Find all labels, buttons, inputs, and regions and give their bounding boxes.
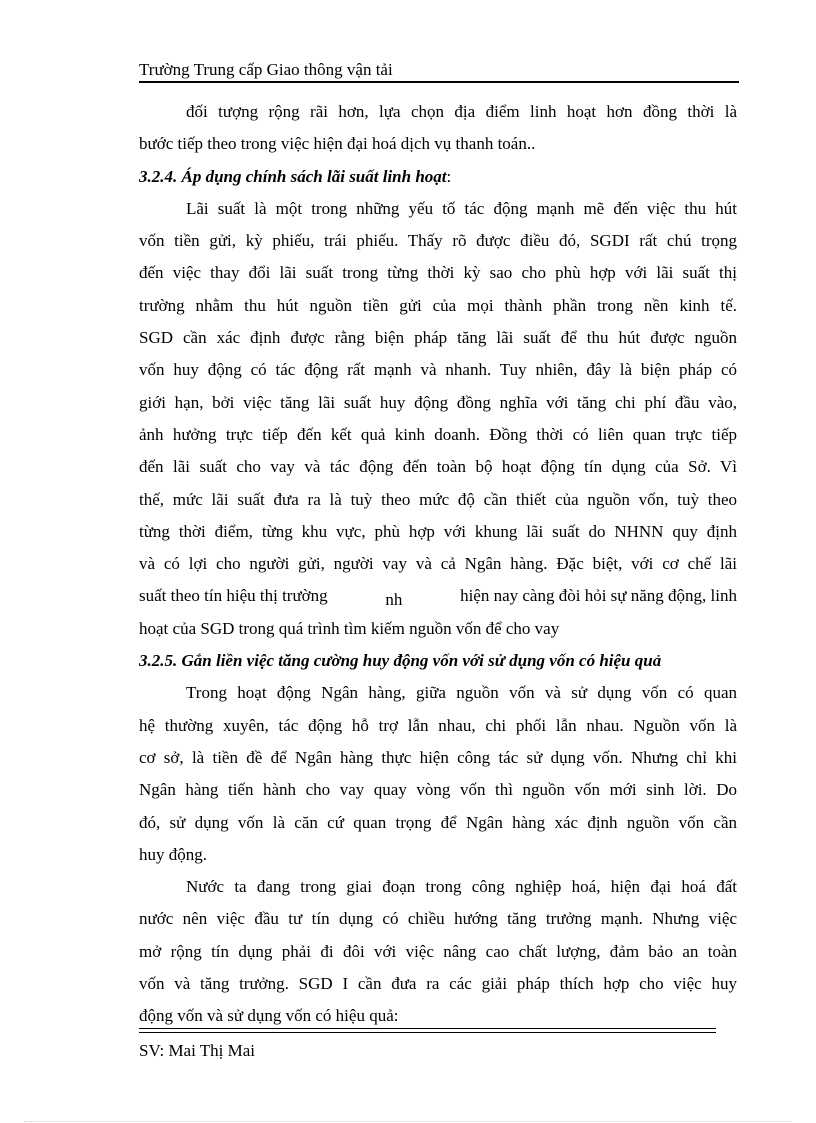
paragraph-line: và có lợi cho người gửi, người vay và cả Ngân hàng. Đặc biệt, với cơ chế lãi bbox=[139, 554, 737, 574]
paragraph-line: động vốn và sử dụng vốn có hiệu quả: bbox=[139, 1006, 399, 1026]
text-fragment: nh bbox=[385, 590, 403, 610]
paragraph-line: Nước ta đang trong giai đoạn trong công nghiệp hoá, hiện đại hoá đất bbox=[186, 877, 737, 897]
paragraph-line: đó, sử dụng vốn là căn cứ quan trọng để Ngân hàng xác định nguồn vốn cần bbox=[139, 812, 737, 832]
paragraph-line: vốn tiền gửi, kỳ phiếu, trái phiếu. Thấy rõ được điều đó, SGDI rất chú trọng bbox=[139, 231, 737, 251]
paragraph-line: vốn huy động có tác động rất mạnh và nhanh. Tuy nhiên, đây là biện pháp có bbox=[139, 360, 737, 380]
paragraph-line: bước tiếp theo trong việc hiện đại hoá dịch vụ thanh toán.. bbox=[139, 134, 536, 154]
footer-rule-double bbox=[139, 1032, 716, 1033]
paragraph-line: ảnh hưởng trực tiếp đến kết quả kinh doanh. Đồng thời có liên quan trực tiếp bbox=[139, 424, 737, 444]
section-heading-3-2-4 bbox=[139, 161, 737, 193]
paragraph-line: vốn và tăng trưởng. SGD I cần đưa ra các giải pháp thích hợp cho việc huy bbox=[139, 974, 737, 994]
section-heading-text: 3.2.4. Áp dụng chính sách lãi suất linh hoạt bbox=[139, 166, 447, 186]
paragraph-line: đến việc thay đổi lãi suất trong từng thời kỳ sao cho phù hợp với lãi suất thị bbox=[139, 263, 737, 283]
paragraph-line: đến lãi suất cho vay và tác động đến toàn bộ hoạt động tín dụng của Sở. Vì bbox=[139, 457, 737, 477]
paragraph-line: đối tượng rộng rãi hơn, lựa chọn địa điểm linh hoạt hơn đồng thời là bbox=[186, 102, 737, 121]
paragraph-line: mở rộng tín dụng phải đi đôi với việc nâng cao chất lượng, đảm bảo an toàn bbox=[139, 941, 737, 961]
paragraph-line: trường nhằm thu hút nguồn tiền gửi của mọi thành phần trong nền kinh tế. bbox=[139, 295, 737, 315]
paragraph-line: Trong hoạt động Ngân hàng, giữa nguồn vốn và sử dụng vốn có quan bbox=[186, 683, 737, 703]
paragraph-line: hoạt của SGD trong quá trình tìm kiếm nguồn vốn để cho vay bbox=[139, 618, 560, 638]
paragraph-line: Ngân hàng tiến hành cho vay quay vòng vốn thì nguồn vốn mới sinh lời. Do bbox=[139, 780, 737, 800]
section-heading-3-2-5: 3.2.5. Gắn liền việc tăng cường huy động vốn với sử dụng vốn có hiệu quả bbox=[139, 651, 662, 671]
paragraph-line-end: hiện nay càng đòi hỏi sự năng động, linh bbox=[460, 586, 737, 606]
paragraph-line-start: suất theo tín hiệu thị trường bbox=[139, 586, 328, 606]
paragraph-line: Lãi suất là một trong những yếu tố tác động mạnh mẽ đến việc thu hút bbox=[186, 198, 737, 218]
page-edge-divider bbox=[24, 1121, 792, 1122]
footer-student-name: SV: Mai Thị Mai bbox=[139, 1041, 256, 1060]
paragraph-line: hệ thường xuyên, tác động hỗ trợ lẫn nhau, chi phối lẫn nhau. Nguồn vốn là bbox=[139, 715, 737, 735]
header-rule bbox=[139, 81, 739, 83]
paragraph-line: huy động. bbox=[139, 844, 207, 864]
paragraph-line: cơ sở, là tiền đề để Ngân hàng thực hiện công tác sử dụng vốn. Nhưng chỉ khi bbox=[139, 747, 737, 767]
paragraph-line: từng thời điểm, từng khu vực, phù hợp với khung lãi suất do NHNN quy định bbox=[139, 521, 737, 541]
paragraph-line: nước nên việc đầu tư tín dụng có chiều hướng tăng trưởng mạnh. Nhưng việc bbox=[139, 909, 737, 929]
paragraph-line-with-fragment bbox=[139, 580, 737, 612]
page-header-title: Trường Trung cấp Giao thông vận tải bbox=[139, 60, 393, 79]
paragraph-line: thế, mức lãi suất đưa ra là tuỳ theo mức độ cần thiết của nguồn vốn, tuỳ theo bbox=[139, 489, 737, 509]
section-heading-colon: : bbox=[446, 166, 452, 186]
footer-rule bbox=[139, 1028, 716, 1029]
paragraph-line: SGD cần xác định được rằng biện pháp tăng lãi suất để thu hút được nguồn bbox=[139, 328, 737, 348]
document-body bbox=[139, 96, 737, 1033]
paragraph-line: giới hạn, bởi việc tăng lãi suất huy động đồng nghĩa với tăng chi phí đầu vào, bbox=[139, 392, 737, 412]
